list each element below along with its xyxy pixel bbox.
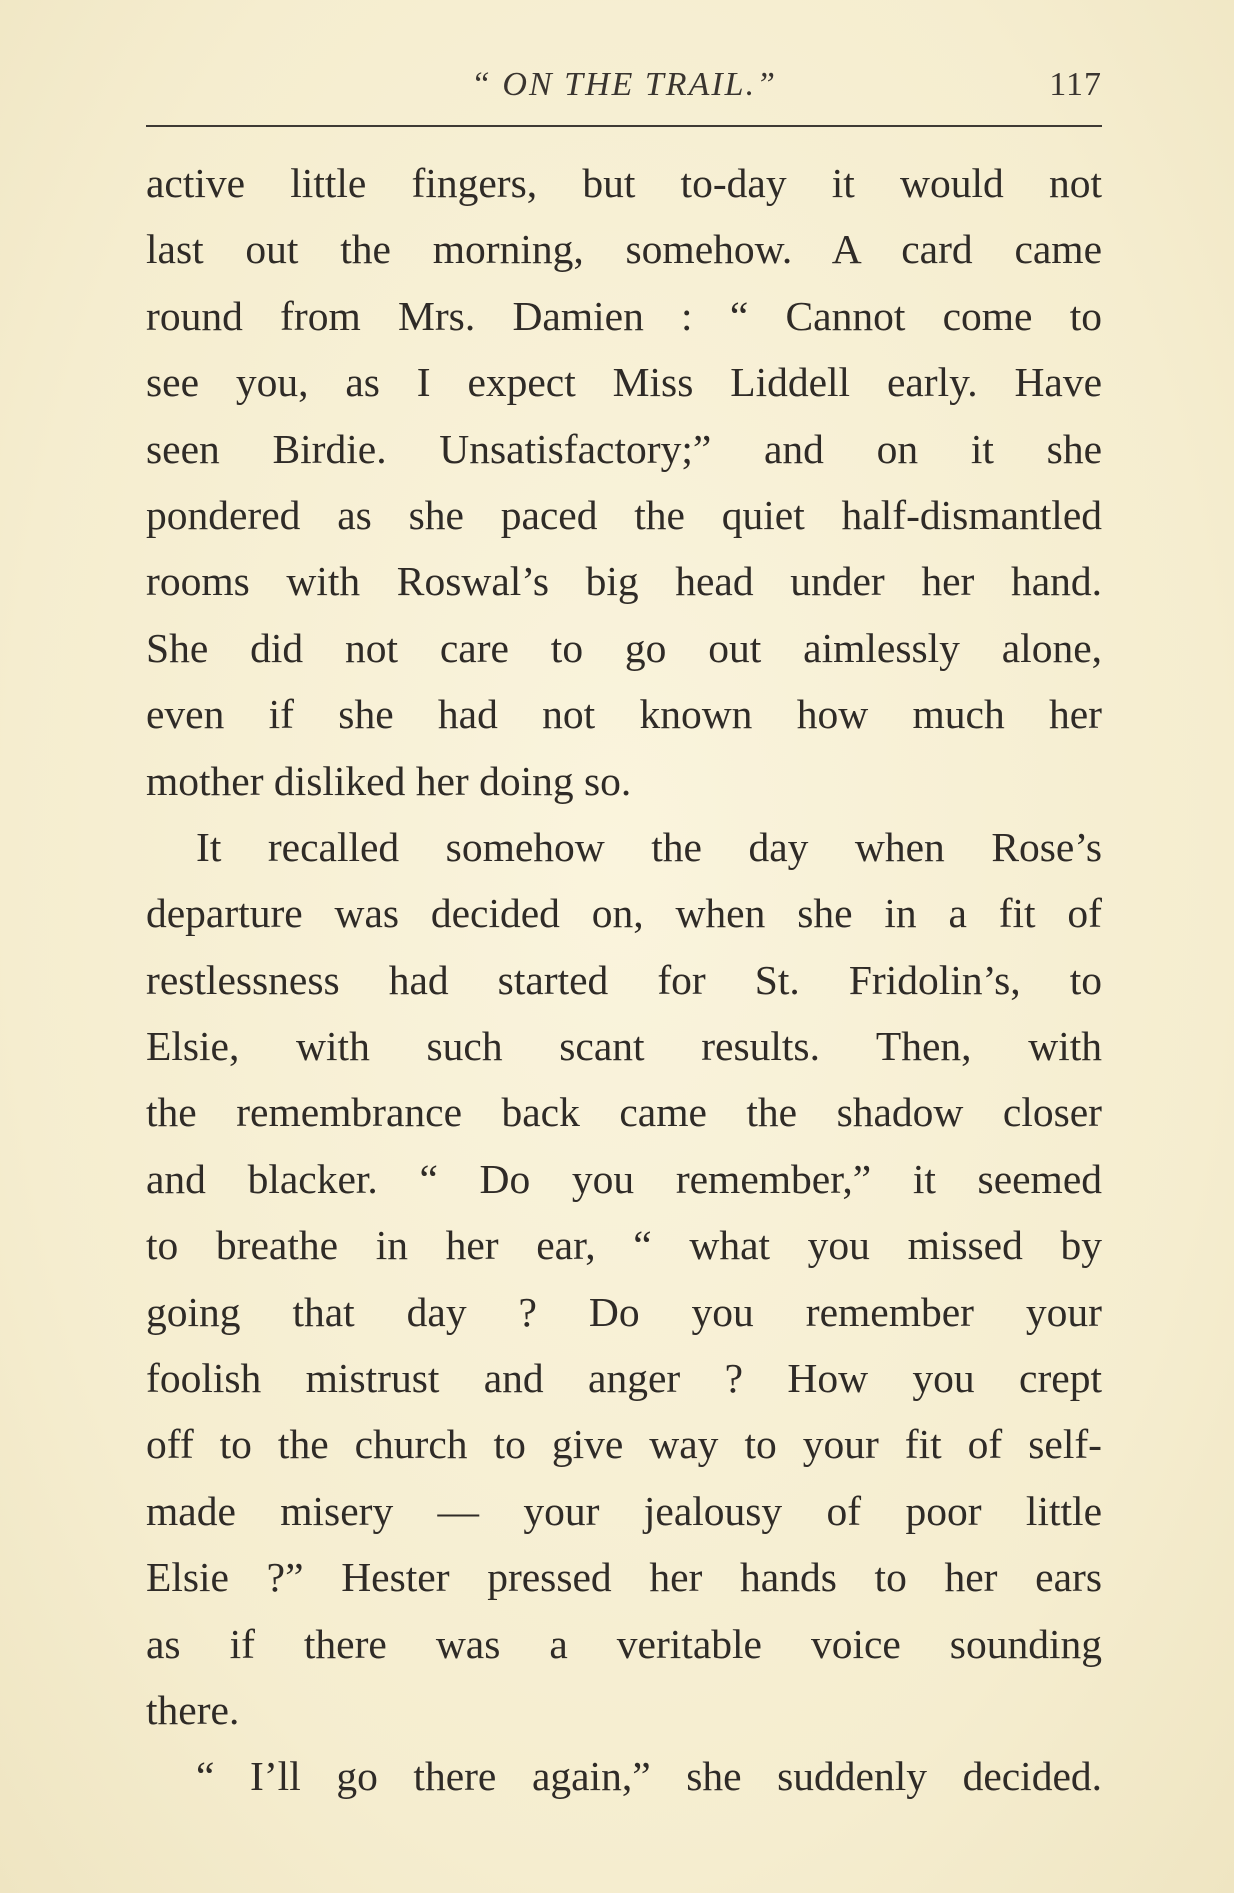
text-line: last out the morning, somehow. A card came <box>146 226 1102 273</box>
text-line: round from Mrs. Damien : “ Cannot come to <box>146 292 1102 339</box>
text-line: departure was decided on, when she in a fit of <box>146 890 1102 937</box>
text-line: foolish mistrust and anger ? How you crept <box>146 1355 1102 1402</box>
body-text <box>146 150 1102 1810</box>
text-line: pondered as she paced the quiet half-dismantled <box>146 491 1102 538</box>
text-line: It recalled somehow the day when Rose’s <box>196 823 1102 870</box>
text-line: mother disliked her doing so. <box>146 757 632 804</box>
running-title: “ ON THE TRAIL.” <box>471 66 777 103</box>
page-number: 117 <box>1049 66 1102 103</box>
text-line: seen Birdie. Unsatisfactory;” and on it she <box>146 425 1102 472</box>
text-line: rooms with Roswal’s big head under her hand. <box>146 558 1102 605</box>
text-line: going that day ? Do you remember your <box>146 1288 1102 1335</box>
text-line: the remembrance back came the shadow closer <box>146 1089 1102 1136</box>
text-line: Elsie ?” Hester pressed her hands to her ears <box>146 1554 1102 1601</box>
text-line: to breathe in her ear, “ what you missed by <box>146 1222 1102 1269</box>
text-line: off to the church to give way to your fit of self- <box>146 1421 1102 1468</box>
text-line: restlessness had started for St. Fridolin’s, to <box>146 956 1102 1003</box>
text-line: made misery — your jealousy of poor little <box>146 1487 1102 1534</box>
text-line: see you, as I expect Miss Liddell early. Have <box>146 359 1102 406</box>
text-line: “ I’ll go there again,” she suddenly decided. <box>196 1753 1102 1800</box>
text-line: Elsie, with such scant results. Then, with <box>146 1023 1102 1070</box>
text-line: there. <box>146 1686 240 1733</box>
text-line: and blacker. “ Do you remember,” it seemed <box>146 1155 1102 1202</box>
text-line: active little fingers, but to-day it would not <box>146 160 1102 206</box>
text-line: as if there was a veritable voice sounding <box>146 1620 1102 1667</box>
header-rule <box>146 125 1102 127</box>
text-line: even if she had not known how much her <box>146 691 1102 738</box>
page-header <box>146 60 1102 116</box>
text-line: She did not care to go out aimlessly alone, <box>146 624 1102 671</box>
